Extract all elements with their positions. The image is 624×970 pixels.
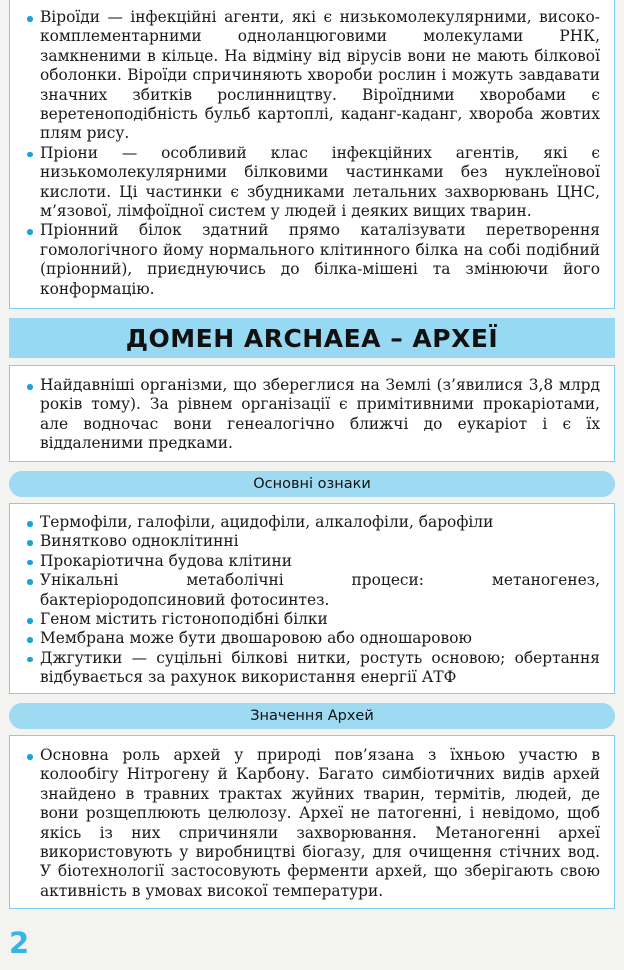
features-list: [24, 513, 600, 688]
intro-list: [24, 376, 600, 454]
list-item: Віроїди — інфекційні агенти, які є низькомолекулярними, висококомплементарними одноланцюговими молекулами РНК, замкненими в кільце. На відміну від вірусів вони не мають білкової оболонки. Віроїди спричиняють хвороби рослин і можуть завдавати значних збитків рослинництву. Віроїдними хворобами є веретеноподібність бульб картоплі, каданг-каданг, хвороба жовтих плям рису.: [24, 8, 600, 144]
top-info-box: [9, 0, 615, 309]
significance-heading: Значення Архей: [9, 703, 615, 729]
list-item: Геном містить гістоноподібні білки: [24, 610, 600, 629]
list-item: Джгутики — суцільні білкові нитки, ростуть основою; обертання відбувається за рахунок використання енергії АТФ: [24, 649, 600, 688]
list-item: Пріони — особливий клас інфекційних агентів, які є низькомолекулярними білковими частинками без нуклеїнової кислоти. Ці частинки є збудниками летальних захворювань ЦНС, м’язової, лімфоїдної систем у людей і деяких вищих тварин.: [24, 144, 600, 222]
list-item: Пріонний білок здатний прямо каталізувати перетворення гомологічного йому нормального клітинного білка на собі подібний (пріонний), приєднуючись до білка-мішені та змінюючи його конформацію.: [24, 221, 600, 299]
top-info-list: [24, 8, 600, 299]
features-heading: Основні ознаки: [9, 471, 615, 497]
section-banner-archaea: ДОМЕН ARCHAEA – АРХЕЇ: [9, 318, 615, 358]
list-item: Винятково одноклітинні: [24, 532, 600, 551]
significance-list: [24, 746, 600, 901]
intro-box: [9, 365, 615, 462]
page-number: 2: [9, 926, 30, 960]
list-item: Термофіли, галофіли, ацидофіли, алкалофіли, барофіли: [24, 513, 600, 532]
significance-box: [9, 735, 615, 909]
features-box: [9, 503, 615, 694]
list-item: Унікальні метаболічні процеси: метаногенез, бактеріородопсиновий фотосинтез.: [24, 571, 600, 610]
list-item: Мембрана може бути двошаровою або одношаровою: [24, 629, 600, 648]
list-item: Прокаріотична будова клітини: [24, 552, 600, 571]
list-item: Основна роль архей у природі пов’язана з їхньою участю в колообігу Нітрогену й Карбону. Багато симбіотичних видів архей знайдено в травних трактах жуйних тварин, термітів, людей, де вони розщеплюють целюлозу. Археї не патогенні, і невідомо, щоб якісь із них спричиняли захворювання. Метаногенні археї використовують у виробництві біогазу, для очищення стічних вод. У біотехнології застосовують ферменти архей, що зберігають свою активність в умовах високої температури.: [24, 746, 600, 901]
list-item: Найдавніші організми, що збереглися на Землі (з’явилися 3,8 млрд років тому). За рівнем організації є примітивними прокаріотами, але водночас вони генеалогічно ближчі до еукаріот і є їх віддаленими предками.: [24, 376, 600, 454]
